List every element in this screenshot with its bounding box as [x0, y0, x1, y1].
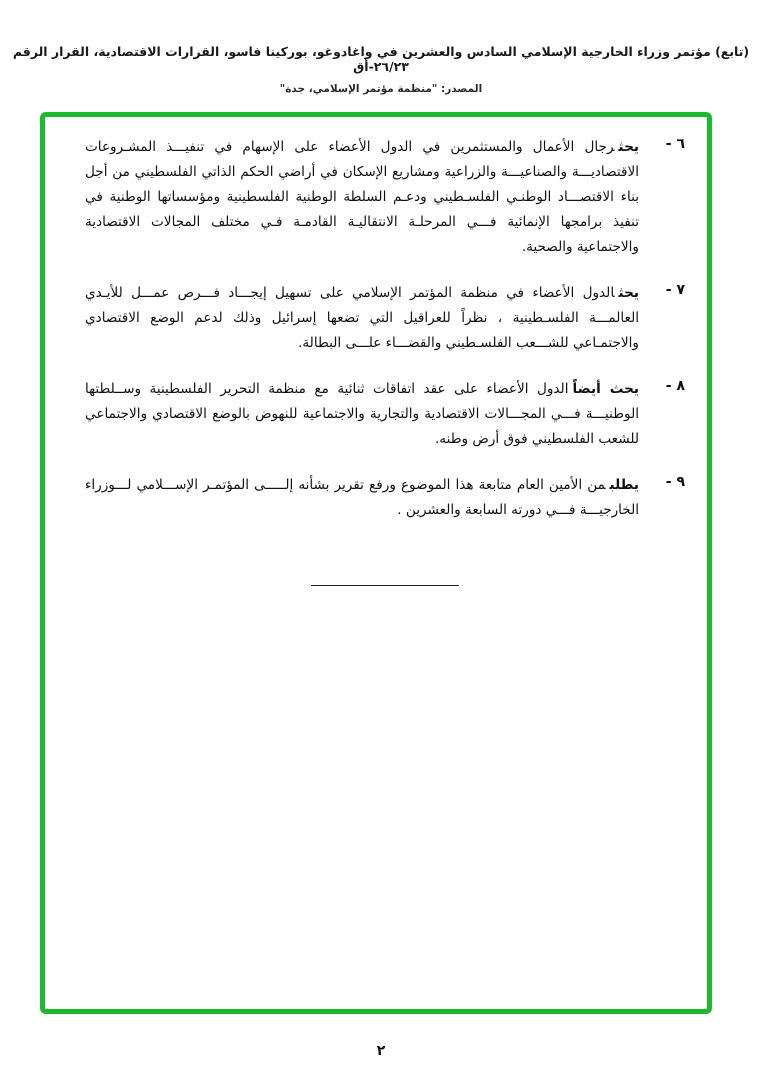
resolution-body: [45, 117, 707, 586]
paragraph-text: [85, 135, 639, 260]
paragraph-text: [85, 473, 639, 523]
header-source-line: المصدر: "منظمة مؤتمر الإسلامي، جدة": [279, 83, 483, 95]
paragraph-number: ٧ -: [665, 282, 685, 298]
paragraph-number: ٦ -: [665, 136, 685, 152]
paragraph-6: [85, 135, 685, 260]
paragraph-text: [85, 377, 639, 452]
paragraph-lead-word: يطلب: [609, 477, 639, 493]
paragraph-lead-word: يحث: [618, 139, 639, 155]
paragraph-body-text: من الأمين العام متابعة هذا الموضوع ورفع تقرير بشأنه إلـــــى المؤتمـر الإســـلامي لـــوزراء الخارجيـــة فـــي دورته السابعة والعشرين .: [85, 477, 639, 518]
paragraph-text: [85, 281, 639, 356]
paragraph-7: [85, 281, 685, 356]
page-number: ٢: [376, 1043, 386, 1059]
paragraph-body-text: الدول الأعضاء على عقد اتفاقات ثنائية مع منظمة التحرير الفلسطينية وســلطتها الوطنيـــة فـــي المجـــالات الاقتصادية والتجارية والاجتماعية للنهوض بالوضع الاقتصادي والاجتماعي للشعب الفلسطيني فوق أرض وطنه.: [85, 381, 639, 447]
paragraph-number: ٨ -: [665, 378, 685, 394]
paragraph-8: [85, 377, 685, 452]
document-header: [0, 0, 762, 95]
paragraph-lead-word: يحث: [618, 285, 639, 301]
paragraph-9: [85, 473, 685, 523]
paragraph-lead-word: يحث أيضاً: [572, 381, 639, 397]
section-separator-line: [311, 585, 459, 586]
paragraph-number: ٩ -: [665, 474, 685, 490]
highlight-border-box: [40, 112, 712, 1014]
paragraph-body-text: رجال الأعمال والمستثمرين في الدول الأعضاء على الإسهام في تنفيـــذ المشـروعات الاقتصاديـــة والصناعيـــة والزراعية ومشاريع الإسكان في أراضي الحكم الذاتي الفلسطيني من أجل بناء الاقتصـــاد الوطنـي الفلسـطيني ودعـم السلطة الوطنية الفلسطينية ومؤسساتها الوطنية في تنفيذ برامجها الإنمائية فـــي المرحلـة الانتقاليـة القادمـة فـي مختلف المجالات الاقتصادية والاجتماعية والصحية.: [85, 139, 639, 255]
paragraph-body-text: الدول الأعضاء في منظمة المؤتمر الإسلامي على تسهيل إيجـــاد فـــرص عمـــل للأيـدي العالمـــة الفلسـطينية ، نظراً للعراقيل التي تضعها إسرائيل وذلك لدعم الوضع الاقتصادي والاجتمـاعي للشـــعب الفلسـطيني والقضـــاء علـــى البطالة.: [85, 285, 639, 351]
header-title-line: (تابع) مؤتمر وزراء الخارجية الإسلامي السادس والعشرين في واغادوغو، بوركينا فاسو، القرارات الاقتصادية، القرار الرقم ٢٦/٢٣-أق: [12, 44, 750, 74]
